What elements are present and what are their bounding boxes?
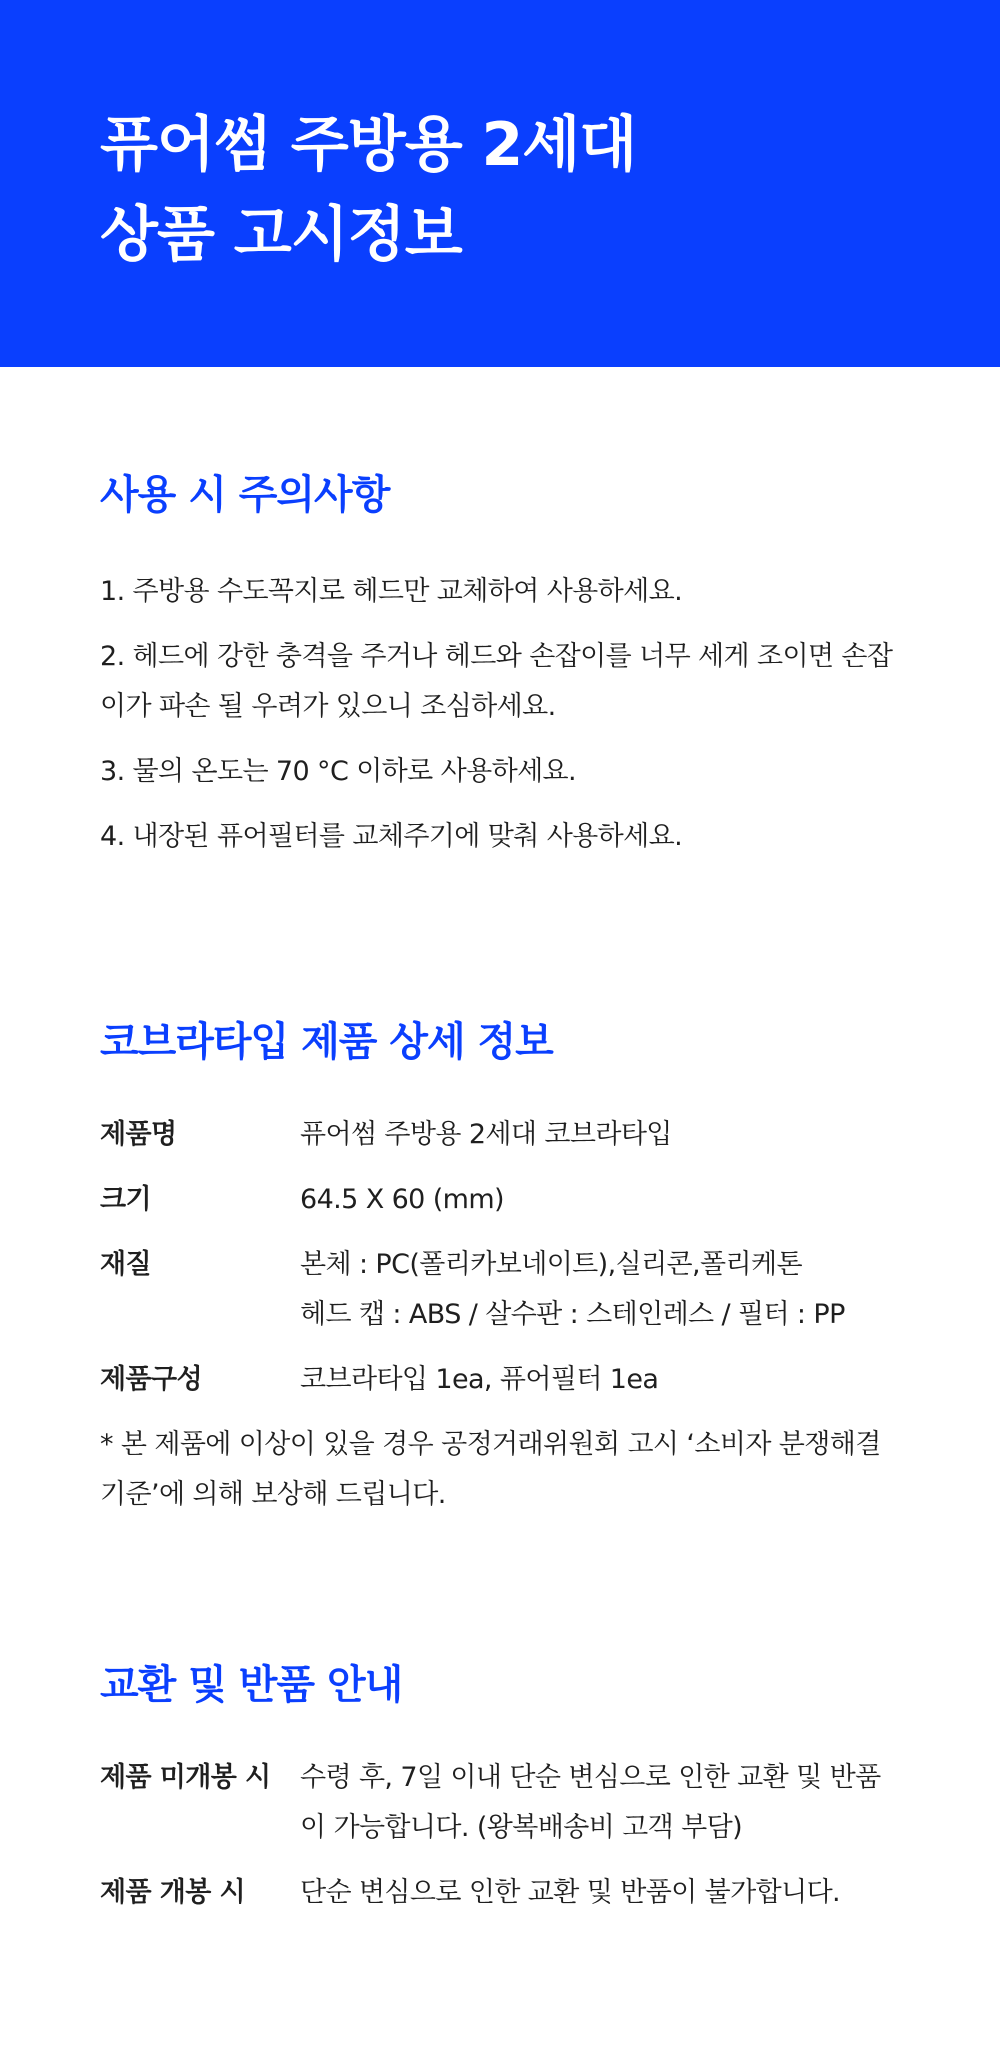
page-title [100,100,1000,280]
page-title-line-2: 상품 고시정보 [100,200,462,270]
returns-value: 단순 변심으로 인한 교환 및 반품이 불가합니다. [300,1877,841,1908]
caution-item: 4. 내장된 퓨어필터를 교체주기에 맞춰 사용하세요. [100,821,683,852]
spec-label: 재질 [100,1249,151,1280]
returns-label: 제품 개봉 시 [100,1877,246,1908]
spec-value [300,1355,900,1405]
caution-section [100,367,900,862]
returns-table [100,1753,900,1918]
spec-value-line: 코브라타입 1ea, 퓨어필터 1ea [300,1364,659,1395]
returns-title: 교환 및 반품 안내 [100,1662,403,1708]
spec-value [300,1175,900,1225]
spec-value-line: 본체 : PC(폴리카보네이트),실리콘,폴리케톤 [300,1249,802,1280]
returns-section [100,1520,900,1918]
caution-title: 사용 시 주의사항 [100,472,390,518]
spec-label: 제품구성 [100,1364,202,1395]
page-title-line-1: 퓨어썸 주방용 2세대 [100,110,637,180]
spec-label: 제품명 [100,1119,177,1150]
compensation-footnote: * 본 제품에 이상이 있을 경우 공정거래위원회 고시 ‘소비자 분쟁해결 기준’에 의해 보상해 드립니다. [100,1429,881,1510]
returns-value: 수령 후, 7일 이내 단순 변심으로 인한 교환 및 반품이 가능합니다. (왕복배송비 고객 부담) [300,1762,881,1843]
spec-row-size [100,1175,900,1225]
returns-row-unopened [100,1753,900,1853]
spec-value [300,1110,900,1160]
returns-row-opened [100,1868,900,1918]
product-spec-table [100,1110,900,1405]
hero-banner [0,0,1000,367]
spec-value-line: 64.5 X 60 (mm) [300,1184,504,1215]
spec-value [300,1240,900,1340]
product-details-section [100,877,900,1520]
spec-row-name [100,1110,900,1160]
spec-value-line: 퓨어썸 주방용 2세대 코브라타입 [300,1119,672,1150]
spec-value-line: 헤드 캡 : ABS / 살수판 : 스테인레스 / 필터 : PP [300,1299,845,1330]
spec-row-components [100,1355,900,1405]
spec-row-material [100,1240,900,1340]
product-details-title: 코브라타입 제품 상세 정보 [100,1019,553,1065]
caution-list [100,567,900,862]
main-content [0,367,1000,1918]
caution-item: 2. 헤드에 강한 충격을 주거나 헤드와 손잡이를 너무 세게 조이면 손잡이가 파손 될 우려가 있으니 조심하세요. [100,641,893,722]
caution-item: 1. 주방용 수도꼭지로 헤드만 교체하여 사용하세요. [100,576,683,607]
returns-label: 제품 미개봉 시 [100,1762,271,1793]
spec-label: 크기 [100,1184,151,1215]
caution-item: 3. 물의 온도는 70 °C 이하로 사용하세요. [100,756,577,787]
